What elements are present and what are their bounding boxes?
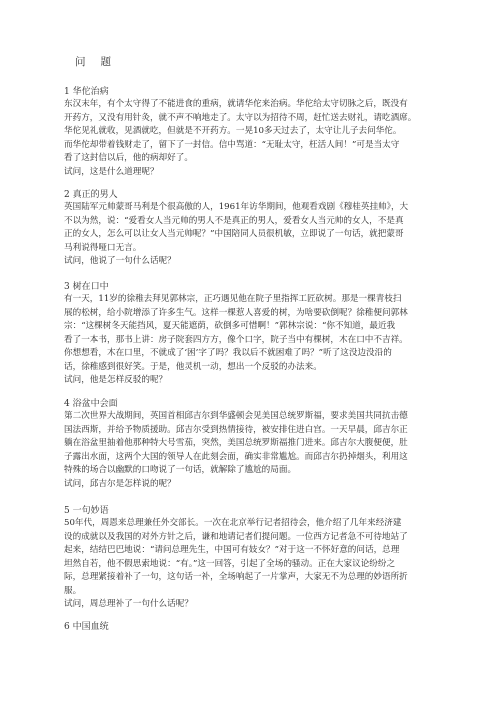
question-heading: 2 真正的男人 <box>64 190 118 200</box>
question-heading: 6 中国血统 <box>64 622 109 632</box>
question-text-line: 英国陆军元帅蒙哥马利是个很高傲的人，1961年访华期间，他观看戏剧《穆桂英挂帅》，大 <box>64 202 409 212</box>
question-text-line: 服。 <box>64 585 82 596</box>
question-text-line: 马利说得哑口无言。 <box>64 242 142 253</box>
question-text-line: 展的松树，给小院增添了许多生气。这样一棵惹人喜爱的树，为啥要砍倒呢？徐稚便问郭林 <box>64 307 408 318</box>
question-heading: 1 华佗治病 <box>64 87 109 97</box>
question-text-line: 开药方，又没有用针灸，就不声不响地走了。太守以为招待不周，赶忙送去财礼，请吃酒席。 <box>64 112 417 123</box>
question-section-5 <box>64 505 436 612</box>
question-section-4 <box>64 398 436 491</box>
question-text-line: 东汉末年，有个太守得了不能进食的重病，就请华佗来治病。华佗给太守切脉之后，既没有 <box>64 99 408 109</box>
question-prompt: 试问，邱吉尔是怎样说的呢？ <box>64 478 176 489</box>
question-text-line: 不以为然，说：“爱看女人当元帅的男人不是真正的男人，爱看女人当元帅的女人，不是真 <box>64 215 404 226</box>
question-text-line: 子露出水面，这两个大国的领导人在此刻会面，确实非常尴尬。而邱吉尔扔掉烟头，利用这 <box>64 451 408 462</box>
question-text-line: 看了这封信以后，他的病却好了。 <box>64 153 193 163</box>
question-heading: 3 树在口中 <box>64 282 109 292</box>
question-text-line: 躺在浴盆里抽着他那种特大号雪茄，突然，美国总统罗斯福推门进来。邱吉尔大腹便便，肚 <box>64 438 408 448</box>
question-text-line: 话，徐稚感到很好笑。于是，他灵机一动，想出一个反驳的办法来。 <box>64 361 322 372</box>
question-text-line: 50年代，周恩来总理兼任外交部长。一次在北京举行记者招待会，他介绍了几年来经济建 <box>64 518 402 528</box>
page-title-char-1: 问 <box>75 56 87 68</box>
question-text-line: 有一天，11岁的徐稚去拜见郭林宗，正巧遇见他在院子里指挥工匠砍树。那是一棵青枝扫 <box>64 294 402 304</box>
question-section-6 <box>64 621 436 633</box>
question-heading: 4 浴盆中会面 <box>64 399 118 409</box>
page-title-char-2: 题 <box>100 56 112 68</box>
question-text-line: 坦然自若，他不假思索地说：“有。”这一回答，引起了全场的骚动。正在大家议论纷纷之 <box>64 558 396 569</box>
page-title <box>75 54 126 69</box>
question-text-line: 而华佗却带着钱财走了，留下了一封信。信中骂道：“无耻太守，枉活人间！”可是当太守 <box>64 139 400 150</box>
question-text-line: 第二次世界大战期间，英国首相邱吉尔到华盛顿会见美国总统罗斯福，要求美国共同抗击德 <box>64 411 408 421</box>
question-text-line: 特殊的场合以幽默的口吻说了一句话，就解除了尴尬的局面。 <box>64 465 297 475</box>
question-text-line: 际，总理紧接着补了一句，这句话一补，全场响起了一片掌声，大家无不为总理的妙语所折 <box>64 572 408 582</box>
question-section-2 <box>64 189 436 269</box>
question-text-line: 起来，结结巴巴地说：“请问总理先生，中国可有妓女？”对于这一不怀好意的问话，总理 <box>64 545 400 555</box>
question-prompt: 试问，他说了一句什么话呢？ <box>64 256 176 266</box>
question-text-line: 看了一本书，那书上讲：房子院套四方方，像个口字，院子当中有棵树，木在口中不吉祥。 <box>64 334 408 345</box>
question-heading: 5 一句妙语 <box>64 506 109 516</box>
question-prompt: 试问，这是什么道理呢？ <box>64 166 159 177</box>
question-text-line: 国法西斯，并给予物质援助。邱吉尔受到热情接待，被安排住进白宫。一天早晨，邱吉尔正 <box>64 424 408 435</box>
question-text-line: 宗：“这棵树冬天能挡风，夏天能遮荫，砍倒多可惜啊！”郭林宗说：“你不知道，最近我 <box>64 321 396 331</box>
question-text-line: 正的女人，怎么可以让女人当元帅呢？”中国陪同人员很机敏，立即说了一句话，就把蒙哥 <box>64 229 404 239</box>
question-text-line: 设的成就以及我国的对外方针之后，谦和地请记者们提问题。一位西方记者急不可待地站了 <box>64 531 408 542</box>
question-text-line: 华佗见礼就收，见酒就吃，但就是不开药方。一晃10多天过去了，太守让儿子去问华佗。 <box>64 126 402 136</box>
question-section-3 <box>64 281 436 388</box>
question-prompt: 试问，他是怎样反驳的呢？ <box>64 375 168 385</box>
question-text-line: 你想想看，木在口里，不就成了‘困’字了吗？我以后不就困难了吗？”听了这没边没沿的 <box>64 348 392 358</box>
question-prompt: 试问，周总理补了一句什么话呢？ <box>64 599 193 609</box>
question-section-1 <box>64 86 436 179</box>
